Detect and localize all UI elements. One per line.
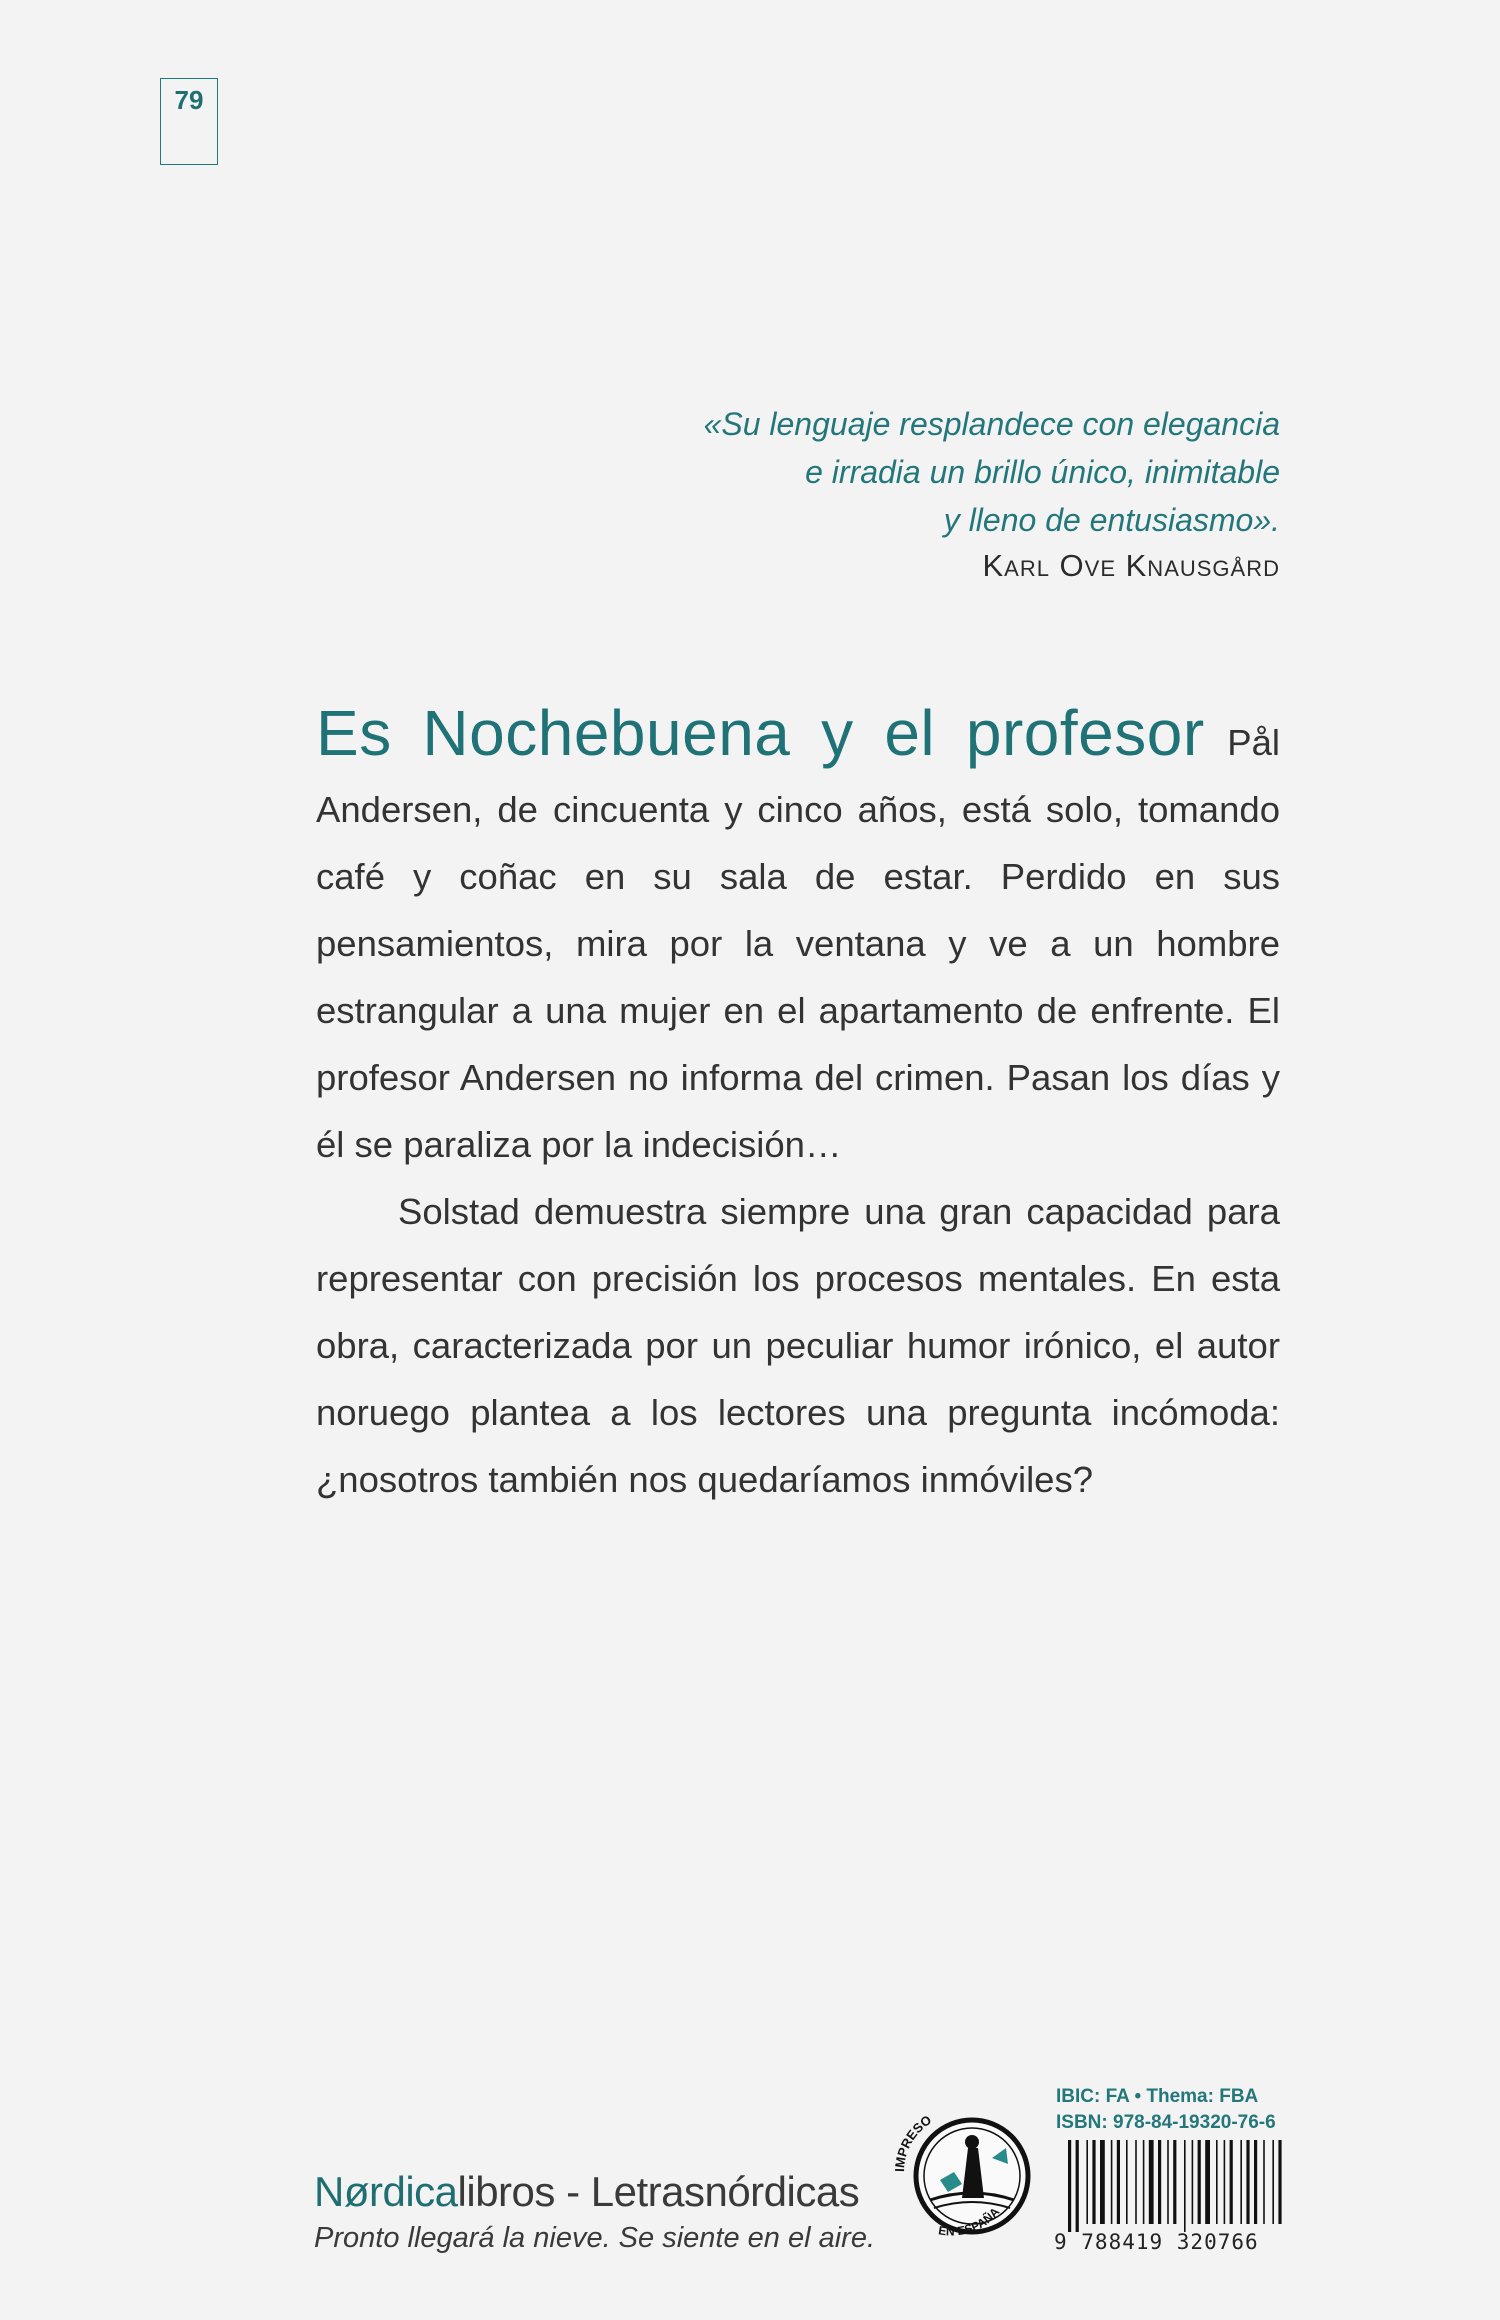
seal-bottom-text: EN ESPAÑA bbox=[937, 2204, 1003, 2239]
barcode-bar bbox=[1192, 2140, 1194, 2224]
barcode-bar bbox=[1143, 2140, 1145, 2224]
barcode-bar bbox=[1198, 2140, 1201, 2224]
barcode-bar bbox=[1149, 2140, 1154, 2224]
synopsis bbox=[316, 697, 1280, 1513]
page-number: 79 bbox=[174, 85, 204, 115]
barcode-bar bbox=[1117, 2140, 1120, 2224]
quote-line: «Su lenguaje resplandece con elegancia bbox=[703, 406, 1280, 442]
synopsis-paragraph-1-text: Pål Andersen, de cincuenta y cinco años, está solo, tomando café y coñac en su sala de estar. Perdido en sus pensamientos, mira por la ventana y ve a un hombre estrangular a una mujer en el apartamento de enfrente. El profesor Andersen no informa del crimen. Pasan los días y él se paraliza por la indecisión… bbox=[316, 722, 1280, 1165]
barcode-bar bbox=[1076, 2140, 1079, 2232]
synopsis-paragraph-1 bbox=[316, 697, 1280, 1178]
barcode-bar bbox=[1135, 2140, 1137, 2224]
barcode-bar bbox=[1272, 2140, 1274, 2224]
barcode-icon bbox=[1066, 2140, 1286, 2232]
barcode-bar bbox=[1184, 2140, 1186, 2232]
barcode-bar bbox=[1092, 2140, 1095, 2224]
quote-author: Karl Ove Knausgård bbox=[982, 548, 1280, 583]
synopsis-paragraph-2: Solstad demuestra siempre una gran capacidad para representar con precisión los procesos mentales. En esta obra, caracterizada por un peculiar humor irónico, el autor noruego plantea a los lectores una pregunta incómoda: ¿nosotros también nos quedaríamos inmóviles? bbox=[316, 1191, 1280, 1500]
barcode-bar bbox=[1086, 2140, 1088, 2224]
printed-in-spain-seal-icon bbox=[882, 2088, 1042, 2248]
quote-line: e irradia un brillo único, inimitable bbox=[805, 454, 1280, 490]
barcode-bar bbox=[1263, 2140, 1265, 2224]
quote-line: y lleno de entusiasmo». bbox=[943, 502, 1280, 538]
barcode-bar bbox=[1158, 2140, 1161, 2224]
page-number-box bbox=[160, 78, 218, 165]
seal-top-text: IMPRESO bbox=[891, 2112, 935, 2173]
ibic-label: IBIC: FA • Thema: FBA bbox=[1056, 2086, 1259, 2107]
barcode-bar bbox=[1216, 2140, 1218, 2224]
barcode-digits: 9 788419 320766 bbox=[1054, 2230, 1259, 2254]
barcode-bar bbox=[1230, 2140, 1233, 2224]
barcode-bar bbox=[1224, 2140, 1226, 2224]
publisher-brand-suffix: libros bbox=[457, 2168, 555, 2215]
blurb-quote bbox=[480, 400, 1280, 544]
barcode-bar bbox=[1246, 2140, 1249, 2224]
synopsis-lead: Es Nochebuena y el profesor bbox=[316, 697, 1205, 769]
publisher-tagline: Pronto llegará la nieve. Se siente en el aire. bbox=[314, 2222, 876, 2254]
barcode-bar bbox=[1068, 2140, 1071, 2232]
barcode-bar bbox=[1126, 2140, 1128, 2224]
barcode-bar bbox=[1167, 2140, 1169, 2224]
barcode-bar bbox=[1278, 2140, 1281, 2224]
barcode-bar bbox=[1111, 2140, 1113, 2224]
barcode-bar bbox=[1205, 2140, 1210, 2224]
publisher-line bbox=[314, 2168, 859, 2216]
barcode-bar bbox=[1240, 2140, 1242, 2224]
isbn-label: ISBN: 978-84-19320-76-6 bbox=[1056, 2112, 1276, 2133]
barcode-bar bbox=[1173, 2140, 1176, 2224]
barcode-bar bbox=[1254, 2140, 1257, 2224]
publisher-collection: - Letrasnórdicas bbox=[554, 2168, 860, 2215]
publisher-brand: Nørdica bbox=[314, 2168, 458, 2215]
barcode-bar bbox=[1100, 2140, 1105, 2224]
